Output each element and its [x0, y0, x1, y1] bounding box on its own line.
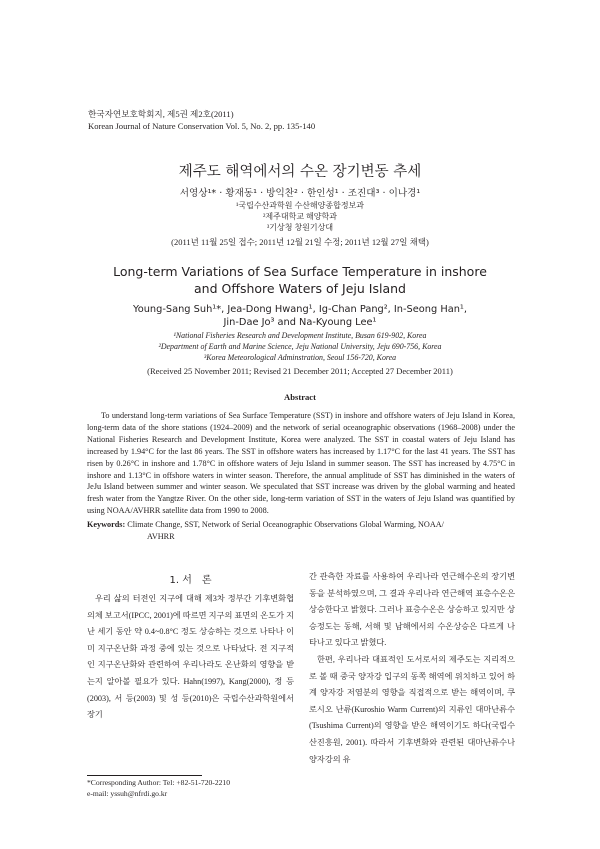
- journal-header: [88, 108, 315, 132]
- title-english: [0, 263, 600, 297]
- authors-english: [0, 303, 600, 329]
- affiliation-english-3: ³Korea Meteorological Adminstration, Seoul 156-720, Korea: [203, 353, 397, 362]
- abstract-body: To understand long-term variations of Sea Surface Temperature (SST) in inshore and offshore waters of Jeju Island in Korea, long-term data of the shore stations (1924–2009) and the network of serial oceanographic observations (1968–2008) under the National Fisheries Research and Development Institute, Korea were analyzed. The SST in coastal waters of Jeju Island has increased by 1.94°C for the last 86 years. The SST in offshore waters has increased by 1.17°C for the last 41 years. The SST has risen by 0.26°C in inshore and 1.78°C in offshore waters of Jeju Island in summer season. The SST has increased by 4.75°C in inshore and 1.13°C in offshore waters in winter season. Therefore, the annual amplitude of SST has diminished in the waters of JeJu Island between summer and winter season. We speculated that SST increase was driven by the global warming and heated fresh water from the Yangtze River. On the other side, long-term variation of SST in the waters of Jeju Island was quantified by using NOAA/AVHRR satellite data from 1990 to 2008.: [87, 411, 515, 516]
- dates-korean: (2011년 11월 25일 접수; 2011년 12월 21일 수정; 2011년 12월 27일 채택): [171, 237, 429, 247]
- authors-korean: 서영상¹* · 황재동¹ · 방익찬² · 한인성¹ · 조진대³ · 이나경¹: [179, 188, 421, 199]
- affiliation-korean-3: ³기상청 창원기상대: [266, 223, 334, 232]
- paragraph-continuation: 간 관측한 자료를 사용하여 우리나라 연근해수온의 장기변동을 분석하였으며, 그 결과 우리나라 연근해역 표층수온은 상승한다고 밝혔다. 그러나 표층수온은 상승하고 있지만 상승정도는 동해, 서해 및 남해에서의 수온상승은 다르게 나타나고 있다고 밝혔다.: [309, 572, 515, 648]
- affiliation-korean-2: ²제주대학교 해양학과: [263, 212, 337, 221]
- affiliation-korean-1: ¹국립수산과학원 수산해양종합정보과: [235, 201, 365, 210]
- footnote-email: e-mail: yssuh@nfrdi.go.kr: [87, 789, 168, 798]
- affiliation-english-2: ²Department of Earth and Marine Science, Jeju National University, Jeju 690-756, Korea: [158, 342, 442, 351]
- journal-line-korean: 한국자연보호학회지, 제5권 제2호(2011): [88, 109, 234, 119]
- affiliation-english-1: ¹National Fisheries Research and Development Institute, Busan 619-902, Korea: [173, 331, 427, 340]
- footnote: [87, 777, 230, 799]
- abstract-heading: Abstract: [284, 392, 316, 402]
- paragraph: 한편, 우리나라 대표적인 도서로서의 제주도는 지리적으로 볼 때 중국 양자강 입구의 동쪽 해역에 위치하고 있어 하계 양자강 저염분의 영향을 직접적으로 받는 해역이며, 쿠로시오 난류(Kuroshio Warm Current)의 지류인 대마난류수(Tsushima Current)의 영향을 받은 해역이기도 하다(국립수산진흥원, 2001). 따라서 기후변화와 관련된 대마난류수나 양자강의 유: [309, 654, 515, 764]
- keywords-line-1: Climate Change, SST, Network of Serial Oceanographic Observations Global Warming, NOAA/: [127, 520, 444, 529]
- title-english-line-2: and Offshore Waters of Jeju Island: [194, 281, 406, 296]
- title-korean: 제주도 해역에서의 수온 장기변동 추세: [178, 164, 422, 180]
- section-heading-introduction: 1. 서 론: [169, 575, 212, 586]
- keywords-label: Keywords:: [87, 520, 126, 529]
- authors-english-line-1: Young-Sang Suh¹*, Jea-Dong Hwang¹, Ig-Chan Pang², In-Seong Han¹,: [133, 304, 467, 315]
- title-english-line-1: Long-term Variations of Sea Surface Temperature in inshore: [113, 264, 487, 279]
- keywords-line-2: AVHRR: [147, 532, 175, 541]
- keywords: [87, 519, 515, 543]
- body-column-right: [309, 569, 515, 768]
- footnote-corresponding-author: *Corresponding Author: Tel: +82-51-720-2210: [87, 778, 231, 787]
- body-column-left: 우리 삶의 터전인 지구에 대해 제3차 정부간 기후변화협의체 보고서(IPCC, 2001)에 따르면 지구의 표면의 온도가 지난 세기 동안 약 0.4~0.8°C 정도 상승하는 것으로 나타나 이미 지구온난화 과정 중에 있는 것으로 나타났다. 전 지구적인 지구온난화와 관련하여 우리나라도 온난화의 영향을 받는지 알아볼 필요가 있다. Hahn(1997), Kang(2000), 정 등(2003), 서 등(2003) 및 성 등(2010)은 국립수산과학원에서 장기: [87, 594, 294, 720]
- authors-english-line-2: Jin-Dae Jo³ and Na-Kyoung Lee¹: [223, 317, 377, 328]
- journal-line-english: Korean Journal of Nature Conservation Vol. 5, No. 2, pp. 135-140: [88, 121, 316, 131]
- footnote-divider: [87, 775, 202, 776]
- dates-english: (Received 25 November 2011; Revised 21 December 2011; Accepted 27 December 2011): [147, 366, 453, 376]
